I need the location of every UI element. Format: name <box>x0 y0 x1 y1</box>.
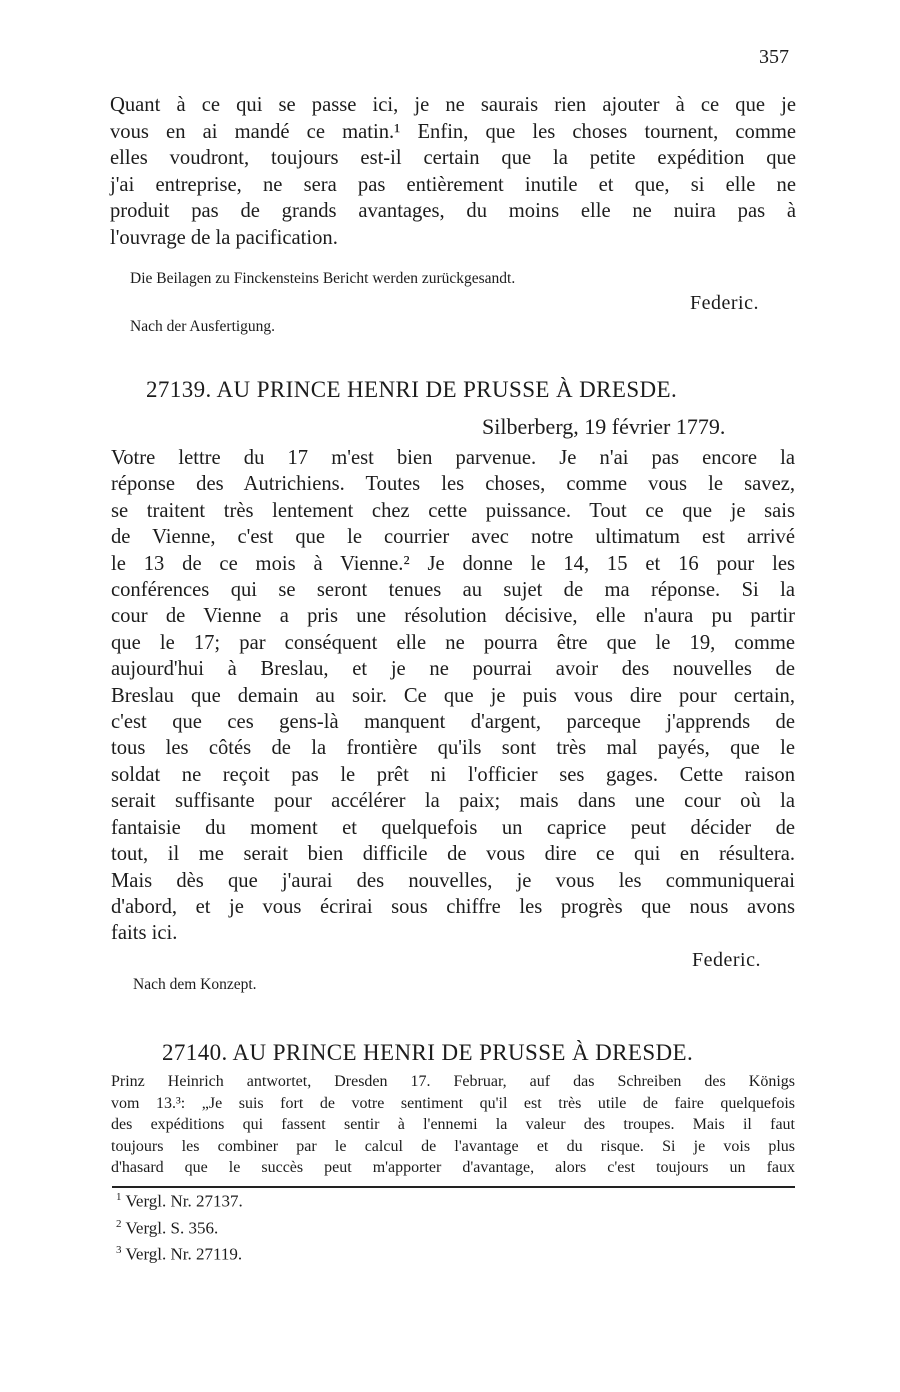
signature: Federic. <box>690 292 759 314</box>
letter-body <box>111 445 795 947</box>
footnotes <box>116 1186 243 1266</box>
footnote-text: Vergl. Nr. 27119. <box>125 1244 243 1264</box>
text-line: Quant à ce qui se passe ici, je ne saurais rien ajouter à ce que je <box>110 94 796 116</box>
footnote-text: Vergl. S. 356. <box>125 1218 219 1238</box>
text-line: fantaisie du moment et quelquefois un caprice peut décider de <box>111 816 795 839</box>
text-line: tous les côtés de la frontière qu'ils sont très mal payés, que le <box>111 737 795 760</box>
text-line: Prinz Heinrich antwortet, Dresden 17. Februar, auf das Schreiben des Königs <box>111 1073 795 1090</box>
text-line: serait suffisante pour accélérer la paix; mais dans une cour où la <box>111 790 795 813</box>
text-line: soldat ne reçoit pas le prêt ni l'officier ses gages. Cette raison <box>111 763 795 786</box>
dateline: Silberberg, 19 février 1779. <box>482 414 726 439</box>
text-line: cour de Vienne a pris une résolution décisive, elle n'aura pu partir <box>111 605 795 628</box>
footnote <box>116 1239 243 1266</box>
text-line: faits ici. <box>111 922 178 945</box>
text-line: produit pas de grands avantages, du moins elle ne nuira pas à <box>110 200 796 222</box>
text-line: réponse des Autrichiens. Toutes les choses, comme vous le savez, <box>111 473 795 496</box>
text-line: aujourd'hui à Breslau, et je ne pourrai avoir des nouvelles de <box>111 658 795 681</box>
text-line: Mais dès que j'aurai des nouvelles, je vous les communiquerai <box>111 869 795 892</box>
text-line: conférences qui se seront tenues au sujet de ma réponse. Si la <box>111 579 795 602</box>
text-line: de Vienne, c'est que le courrier avec notre ultimatum est arrivé <box>111 526 795 549</box>
opening-paragraph <box>110 92 796 251</box>
source-note: Nach der Ausfertigung. <box>130 318 276 335</box>
letter-heading: 27140. AU PRINCE HENRI DE PRUSSE À DRESDE. <box>162 1040 694 1065</box>
letter-heading: 27139. AU PRINCE HENRI DE PRUSSE À DRESDE. <box>146 377 678 402</box>
text-line: c'est que ces gens-là manquent d'argent, parceque j'apprends de <box>111 711 795 734</box>
text-line: Votre lettre du 17 m'est bien parvenue. Je n'ai pas encore la <box>111 447 795 469</box>
summary-paragraph <box>111 1071 795 1179</box>
footnote <box>116 1213 243 1240</box>
footnote-mark: 2 <box>116 1217 122 1230</box>
footnote-text: Vergl. Nr. 27137. <box>125 1191 243 1211</box>
text-line: toujours les combiner par le calcul de l'avantage et du risque. Si je vois plus <box>111 1137 795 1155</box>
text-line: tout, il me serait bien difficile de vous dire ce qui en résultera. <box>111 843 795 866</box>
footnote <box>116 1186 243 1213</box>
text-line: vous en ai mandé ce matin.¹ Enfin, que les choses tournent, comme <box>110 120 796 143</box>
text-line: se traitent très lentement chez cette puissance. Tout ce que je sais <box>111 499 795 522</box>
text-line: d'abord, et je vous écrirai sous chiffre les progrès que nous avons <box>111 895 795 918</box>
text-line: j'ai entreprise, ne sera pas entièrement inutile et que, si elle ne <box>110 173 796 196</box>
footnote-mark: 1 <box>116 1191 122 1203</box>
enclosure-note: Die Beilagen zu Finckensteins Bericht werden zurückgesandt. <box>130 270 516 287</box>
text-line: l'ouvrage de la pacification. <box>110 226 338 249</box>
text-line: des expéditions qui fassent sentir à l'ennemi la valeur des troupes. Mais il faut <box>111 1116 795 1133</box>
text-line: Breslau que demain au soir. Ce que je puis vous dire pour certain, <box>111 684 795 707</box>
text-line: elles voudront, toujours est-il certain que la petite expédition que <box>110 147 796 169</box>
signature: Federic. <box>692 949 761 971</box>
text-line: d'hasard que le succès peut m'apporter d'avantage, alors c'est toujours un faux <box>111 1159 795 1176</box>
page-number: 357 <box>759 46 789 68</box>
source-note: Nach dem Konzept. <box>133 976 257 993</box>
text-line: que le 17; par conséquent elle ne pourra être que le 19, comme <box>111 631 795 654</box>
footnote-mark: 3 <box>116 1244 122 1257</box>
text-line: vom 13.³: „Je suis fort de votre sentiment qu'il est très utile de faire quelquefois <box>111 1094 795 1112</box>
text-line: le 13 de ce mois à Vienne.² Je donne le 14, 15 et 16 pour les <box>111 552 795 575</box>
